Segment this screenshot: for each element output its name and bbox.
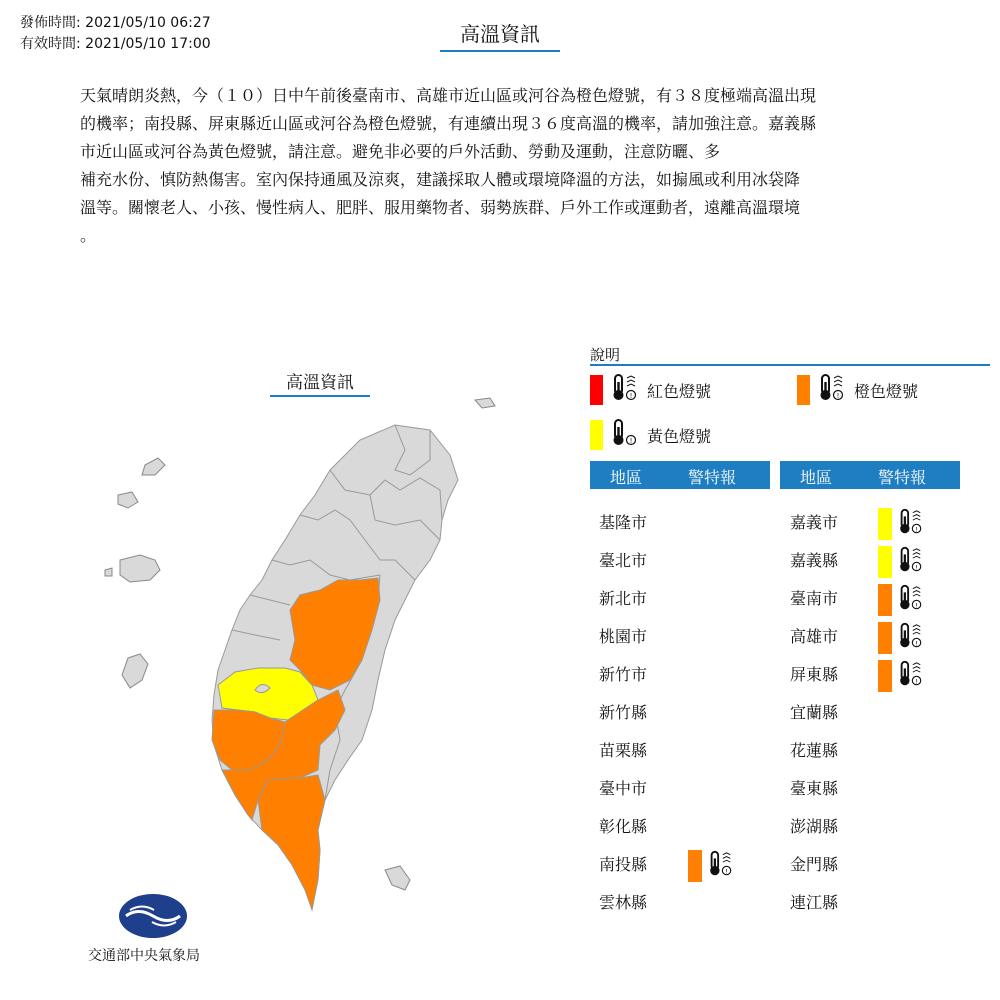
thermometer-icon <box>896 506 924 542</box>
region-name: 臺中市 <box>599 779 648 798</box>
svg-text:!: ! <box>836 392 840 400</box>
map-region-pingtung <box>258 775 325 910</box>
legend-swatch-yellow <box>590 420 603 450</box>
table-row <box>780 814 960 840</box>
thermometer-icon <box>816 373 846 407</box>
region-name: 新竹市 <box>599 665 648 684</box>
warning-indicator <box>878 658 924 694</box>
svg-text:!: ! <box>915 563 918 572</box>
table-row <box>780 662 960 688</box>
map-island-penghu <box>120 555 160 582</box>
legend-label-yellow: 黃色燈號 <box>647 426 712 446</box>
thermometer-icon <box>896 658 924 694</box>
region-name: 連江縣 <box>790 893 839 912</box>
table-row <box>590 662 770 688</box>
table-row <box>590 510 770 536</box>
legend-label-red: 紅色燈號 <box>647 381 712 401</box>
table-row <box>590 814 770 840</box>
thermometer-icon <box>896 582 924 618</box>
table-row <box>780 510 960 536</box>
thermometer-icon <box>609 373 639 407</box>
description-line: 補充水份、慎防熱傷害。室內保持通風及涼爽，建議採取人體或環境降溫的方法，如搧風或利用冰袋降 <box>80 170 801 189</box>
col-region-label: 地區 <box>610 468 643 487</box>
region-name: 桃園市 <box>599 627 648 646</box>
table-row <box>780 700 960 726</box>
legend-item-orange <box>797 373 918 407</box>
region-name: 澎湖縣 <box>790 817 839 836</box>
region-name: 嘉義市 <box>790 513 839 532</box>
warning-swatch-orange <box>878 622 892 654</box>
region-name: 新北市 <box>599 589 648 608</box>
region-name: 金門縣 <box>790 855 839 874</box>
valid-time: 有效時間: 2021/05/10 17:00 <box>20 36 211 52</box>
svg-text:!: ! <box>915 639 918 648</box>
col-region-label: 地區 <box>800 468 833 487</box>
description-line: 天氣晴朗炎熱，今（１０）日中午前後臺南市、高雄市近山區或河谷為橙色燈號，有３８度極端高溫出現 <box>80 86 817 105</box>
svg-text:!: ! <box>725 867 728 876</box>
issued-time: 發佈時間: 2021/05/10 06:27 <box>20 15 211 31</box>
legend-item-yellow <box>590 418 711 452</box>
legend-label-orange: 橙色燈號 <box>854 381 919 401</box>
warning-swatch-orange <box>878 584 892 616</box>
table-row <box>590 890 770 916</box>
legend-title: 說明 <box>590 346 621 364</box>
agency-name: 交通部中央氣象局 <box>88 948 200 964</box>
description <box>80 82 920 250</box>
warning-indicator <box>878 506 924 542</box>
warning-swatch-orange <box>688 850 702 882</box>
region-name: 臺北市 <box>599 551 648 570</box>
table-row <box>780 586 960 612</box>
taiwan-map <box>90 390 510 930</box>
region-name: 屏東縣 <box>790 665 839 684</box>
map-title: 高溫資訊 <box>270 368 370 397</box>
table-row <box>590 586 770 612</box>
thermometer-icon <box>896 620 924 656</box>
cwb-logo <box>118 893 188 939</box>
region-name: 臺東縣 <box>790 779 839 798</box>
region-name: 花蓮縣 <box>790 741 839 760</box>
legend-swatch-red <box>590 375 603 405</box>
warning-indicator <box>878 582 924 618</box>
warning-indicator <box>878 544 924 580</box>
table-row <box>590 624 770 650</box>
table-row <box>780 776 960 802</box>
region-name: 嘉義縣 <box>790 551 839 570</box>
legend-item-red <box>590 373 711 407</box>
svg-text:!: ! <box>629 392 633 400</box>
region-name: 臺南市 <box>790 589 839 608</box>
thermometer-icon <box>706 848 734 884</box>
warning-indicator <box>688 848 734 884</box>
col-warning-label: 警特報 <box>878 468 927 487</box>
warning-swatch-yellow <box>878 508 892 540</box>
warning-indicator <box>878 620 924 656</box>
thermometer-icon <box>609 418 639 452</box>
description-line: 。 <box>80 226 97 245</box>
description-line: 市近山區或河谷為黃色燈號，請注意。避免非必要的戶外活動、勞動及運動，注意防曬、多 <box>80 142 721 161</box>
table-row <box>780 890 960 916</box>
description-line: 的機率；南投縣、屏東縣近山區或河谷為橙色燈號，有連續出現３６度高溫的機率，請加強注意。嘉義縣 <box>80 114 817 133</box>
warning-swatch-orange <box>878 660 892 692</box>
description-line: 溫等。關懷老人、小孩、慢性病人、肥胖、服用藥物者、弱勢族群、戶外工作或運動者，遠離高溫環境 <box>80 198 801 217</box>
region-name: 新竹縣 <box>599 703 648 722</box>
table-row <box>780 852 960 878</box>
table-row <box>590 700 770 726</box>
col-warning-label: 警特報 <box>688 468 737 487</box>
region-name: 彰化縣 <box>599 817 648 836</box>
legend-swatch-orange <box>797 375 810 405</box>
table-row <box>590 548 770 574</box>
warning-swatch-yellow <box>878 546 892 578</box>
svg-text:!: ! <box>915 525 918 534</box>
region-name: 基隆市 <box>599 513 648 532</box>
table-row <box>780 548 960 574</box>
table-row <box>590 852 770 878</box>
region-name: 南投縣 <box>599 855 648 874</box>
table-row <box>590 738 770 764</box>
table-row <box>590 776 770 802</box>
page-title: 高溫資訊 <box>440 18 560 52</box>
table-row <box>780 624 960 650</box>
table-header-left <box>590 461 770 489</box>
table-header-right <box>780 461 960 489</box>
region-name: 苗栗縣 <box>599 741 648 760</box>
svg-text:!: ! <box>629 437 633 445</box>
svg-text:!: ! <box>915 677 918 686</box>
table-row <box>780 738 960 764</box>
region-name: 宜蘭縣 <box>790 703 839 722</box>
thermometer-icon <box>896 544 924 580</box>
legend-divider <box>590 364 990 366</box>
svg-text:!: ! <box>915 601 918 610</box>
region-name: 高雄市 <box>790 627 839 646</box>
region-name: 雲林縣 <box>599 893 648 912</box>
